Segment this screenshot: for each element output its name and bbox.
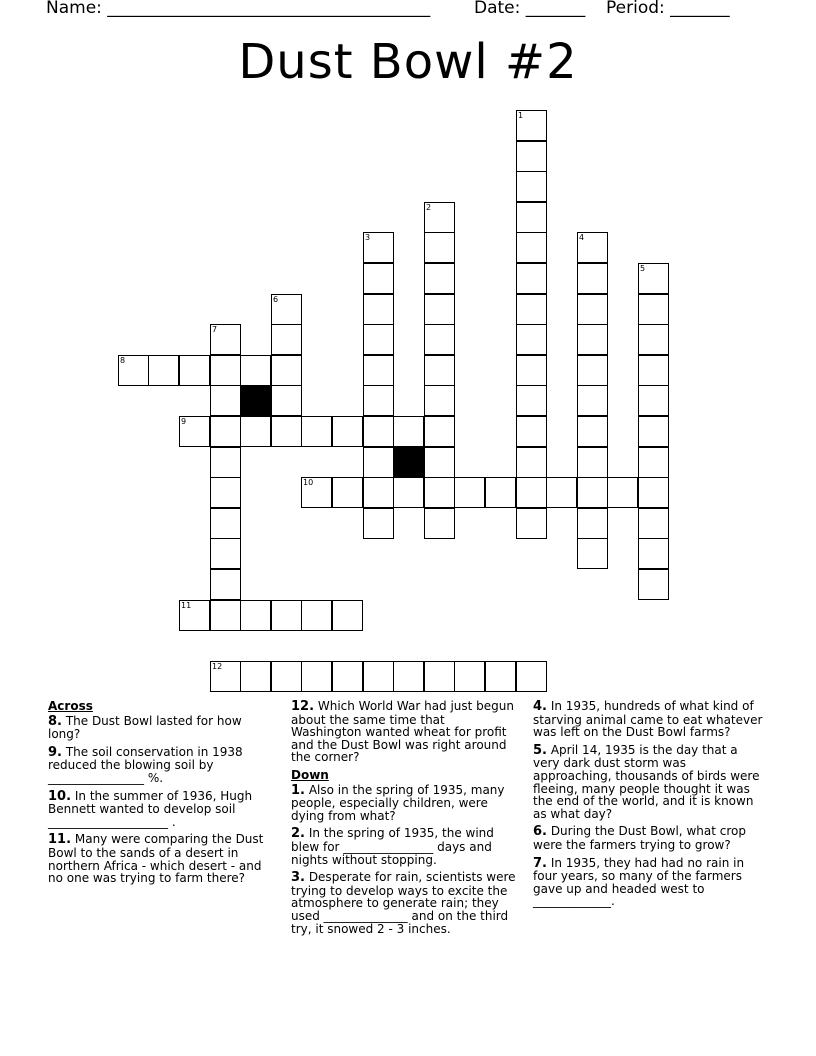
grid-cell[interactable] — [577, 508, 608, 539]
grid-cell[interactable] — [271, 385, 302, 416]
clue-number: 11. — [48, 832, 72, 848]
grid-cell[interactable] — [363, 263, 394, 294]
grid-cell[interactable] — [485, 477, 516, 508]
grid-cell[interactable] — [516, 477, 547, 508]
grid-cell[interactable] — [577, 385, 608, 416]
grid-cell[interactable] — [516, 324, 547, 355]
cell-number: 12 — [212, 662, 223, 671]
clue-number: 12. — [291, 699, 315, 714]
clue-number: 9. — [48, 744, 62, 760]
grid-cell[interactable] — [577, 538, 608, 569]
clue-text: In 1935, hundreds of what kind of starving animal came to eat whatever was left on the Dust Bowl farms? — [533, 699, 763, 740]
clue-text: April 14, 1935 is the day that a very dark dust storm was approaching, thousands of birds were fleeing, many people thought it was the end of the world, and it is known as what day? — [533, 742, 760, 821]
cell-number: 2 — [426, 203, 432, 212]
clue-text: In 1935, they had had no rain in four years, so many of the farmers gave up and headed west to _____________. — [533, 855, 745, 909]
grid-cell[interactable] — [516, 171, 547, 202]
clue-down-6 — [533, 825, 765, 851]
grid-cell[interactable] — [210, 508, 241, 539]
grid-cell[interactable] — [179, 416, 210, 447]
grid-cell[interactable] — [301, 477, 332, 508]
grid-cell[interactable] — [393, 416, 424, 447]
grid-cell[interactable] — [516, 661, 547, 692]
grid-cell[interactable] — [301, 661, 332, 692]
clue-across-10 — [48, 790, 276, 829]
grid-cell[interactable] — [454, 477, 485, 508]
grid-cell[interactable] — [516, 355, 547, 386]
grid-cell[interactable] — [363, 447, 394, 478]
grid-cell[interactable] — [179, 355, 210, 386]
grid-cell[interactable] — [516, 447, 547, 478]
grid-block-cell — [240, 385, 271, 416]
grid-cell[interactable] — [516, 202, 547, 233]
grid-cell[interactable] — [638, 385, 669, 416]
grid-cell[interactable] — [363, 385, 394, 416]
grid-cell[interactable] — [577, 232, 608, 263]
grid-cell[interactable] — [577, 447, 608, 478]
grid-cell[interactable] — [363, 294, 394, 325]
name-field-label[interactable]: Name: ______________________________________ — [46, 0, 431, 18]
grid-cell[interactable] — [577, 416, 608, 447]
grid-cell[interactable] — [516, 141, 547, 172]
grid-cell[interactable] — [363, 416, 394, 447]
grid-cell[interactable] — [516, 294, 547, 325]
grid-cell[interactable] — [516, 110, 547, 141]
grid-cell[interactable] — [118, 355, 149, 386]
grid-cell[interactable] — [179, 600, 210, 631]
grid-cell[interactable] — [424, 508, 455, 539]
cell-number: 4 — [579, 233, 585, 242]
grid-cell[interactable] — [485, 661, 516, 692]
clue-down-7 — [533, 857, 765, 908]
clue-text: In the summer of 1936, Hugh Bennett wanted to develop soil ____________________ . — [48, 788, 253, 829]
grid-cell[interactable] — [363, 232, 394, 263]
grid-cell[interactable] — [210, 569, 241, 600]
grid-cell[interactable] — [210, 385, 241, 416]
grid-cell[interactable] — [332, 416, 363, 447]
clue-number: 2. — [291, 826, 305, 842]
clue-text: The Dust Bowl lasted for how long? — [48, 713, 242, 742]
grid-cell[interactable] — [271, 416, 302, 447]
grid-cell[interactable] — [516, 263, 547, 294]
grid-cell[interactable] — [638, 324, 669, 355]
grid-cell[interactable] — [240, 661, 271, 692]
clue-down-3 — [291, 871, 519, 935]
grid-cell[interactable] — [577, 294, 608, 325]
grid-cell[interactable] — [393, 661, 424, 692]
clue-number: 10. — [48, 788, 72, 804]
grid-cell[interactable] — [638, 447, 669, 478]
clue-number: 8. — [48, 713, 62, 729]
grid-cell[interactable] — [424, 232, 455, 263]
down-heading: Down — [291, 767, 329, 782]
grid-cell[interactable] — [332, 477, 363, 508]
grid-cell[interactable] — [424, 447, 455, 478]
cell-number: 10 — [303, 478, 314, 487]
grid-cell[interactable] — [638, 263, 669, 294]
grid-cell[interactable] — [240, 600, 271, 631]
grid-cell[interactable] — [363, 355, 394, 386]
grid-cell[interactable] — [424, 294, 455, 325]
grid-cell[interactable] — [424, 661, 455, 692]
grid-cell[interactable] — [516, 232, 547, 263]
grid-cell[interactable] — [638, 416, 669, 447]
grid-cell[interactable] — [577, 263, 608, 294]
clue-across-12 — [291, 700, 519, 764]
grid-cell[interactable] — [332, 600, 363, 631]
grid-cell[interactable] — [516, 508, 547, 539]
clue-down-5 — [533, 744, 765, 821]
grid-cell[interactable] — [516, 385, 547, 416]
grid-cell[interactable] — [424, 385, 455, 416]
grid-cell[interactable] — [363, 661, 394, 692]
grid-cell[interactable] — [393, 477, 424, 508]
clue-text: Which World War had just begun about the same time that Washington wanted wheat for profit and the Dust Bowl was right around the corner? — [291, 699, 515, 765]
clue-across-11 — [48, 833, 276, 884]
cell-number: 5 — [640, 264, 646, 273]
grid-cell[interactable] — [424, 324, 455, 355]
grid-cell[interactable] — [577, 324, 608, 355]
cell-number: 6 — [273, 295, 279, 304]
grid-cell[interactable] — [638, 355, 669, 386]
grid-cell[interactable] — [424, 416, 455, 447]
cell-number: 11 — [181, 601, 192, 610]
grid-cell[interactable] — [210, 477, 241, 508]
clue-number: 6. — [533, 824, 547, 840]
grid-cell[interactable] — [148, 355, 179, 386]
clue-down-4 — [533, 700, 765, 739]
clue-across-9 — [48, 746, 276, 785]
clue-down-1 — [291, 784, 519, 823]
clue-number: 3. — [291, 870, 305, 886]
grid-cell[interactable] — [607, 477, 638, 508]
grid-cell[interactable] — [638, 477, 669, 508]
grid-cell[interactable] — [210, 416, 241, 447]
clue-number: 7. — [533, 855, 547, 871]
clue-text: The soil conservation in 1938 reduced the blowing soil by ________________ %. — [48, 744, 243, 785]
cell-number: 3 — [365, 233, 371, 242]
grid-cell[interactable] — [332, 661, 363, 692]
clue-number: 4. — [533, 699, 547, 714]
grid-cell[interactable] — [301, 416, 332, 447]
clue-text: Desperate for rain, scientists were trying to develop ways to excite the atmosphere to generate rain; they used ______________ and on the third try, it snowed 2 - 3 inches. — [291, 870, 516, 936]
grid-cell[interactable] — [516, 416, 547, 447]
clue-text: During the Dust Bowl, what crop were the farmers trying to grow? — [533, 824, 746, 852]
grid-cell[interactable] — [210, 600, 241, 631]
grid-cell[interactable] — [210, 447, 241, 478]
grid-cell[interactable] — [363, 508, 394, 539]
clue-number: 5. — [533, 742, 547, 758]
clue-down-2 — [291, 827, 519, 866]
date-field-label[interactable]: Date: _______ — [474, 0, 586, 18]
clue-column-3 — [533, 700, 765, 913]
grid-cell[interactable] — [210, 355, 241, 386]
period-field-label[interactable]: Period: _______ — [606, 0, 730, 18]
grid-cell[interactable] — [638, 294, 669, 325]
grid-cell[interactable] — [271, 661, 302, 692]
clue-number: 1. — [291, 782, 305, 798]
grid-cell[interactable] — [638, 538, 669, 569]
grid-cell[interactable] — [363, 324, 394, 355]
grid-cell[interactable] — [424, 355, 455, 386]
grid-cell[interactable] — [638, 508, 669, 539]
clue-column-2 — [291, 700, 519, 940]
grid-cell[interactable] — [271, 324, 302, 355]
cell-number: 7 — [212, 325, 218, 334]
grid-cell[interactable] — [271, 294, 302, 325]
grid-cell[interactable] — [424, 477, 455, 508]
across-heading: Across — [48, 699, 93, 713]
grid-cell[interactable] — [577, 355, 608, 386]
grid-cell[interactable] — [301, 600, 332, 631]
grid-cell[interactable] — [454, 661, 485, 692]
clue-across-8 — [48, 715, 276, 741]
grid-cell[interactable] — [210, 324, 241, 355]
grid-cell[interactable] — [546, 477, 577, 508]
grid-cell[interactable] — [424, 263, 455, 294]
puzzle-title: Dust Bowl #2 — [238, 34, 578, 90]
clue-text: Also in the spring of 1935, many people, especially children, were dying from what? — [291, 782, 505, 823]
grid-cell[interactable] — [240, 416, 271, 447]
grid-cell[interactable] — [363, 477, 394, 508]
grid-cell[interactable] — [577, 477, 608, 508]
grid-cell[interactable] — [210, 661, 241, 692]
clue-text: Many were comparing the Dust Bowl to the sands of a desert in northern Africa - which desert - and no one was trying to farm there? — [48, 832, 264, 886]
clue-column-1 — [48, 700, 276, 890]
grid-cell[interactable] — [424, 202, 455, 233]
grid-cell[interactable] — [240, 355, 271, 386]
grid-cell[interactable] — [271, 600, 302, 631]
clue-text: In the spring of 1935, the wind blew for _______________ days and nights without stopping. — [291, 826, 494, 867]
grid-block-cell — [393, 447, 424, 478]
grid-cell[interactable] — [210, 538, 241, 569]
cell-number: 8 — [120, 356, 126, 365]
cell-number: 9 — [181, 417, 187, 426]
grid-cell[interactable] — [271, 355, 302, 386]
cell-number: 1 — [518, 111, 524, 120]
grid-cell[interactable] — [638, 569, 669, 600]
